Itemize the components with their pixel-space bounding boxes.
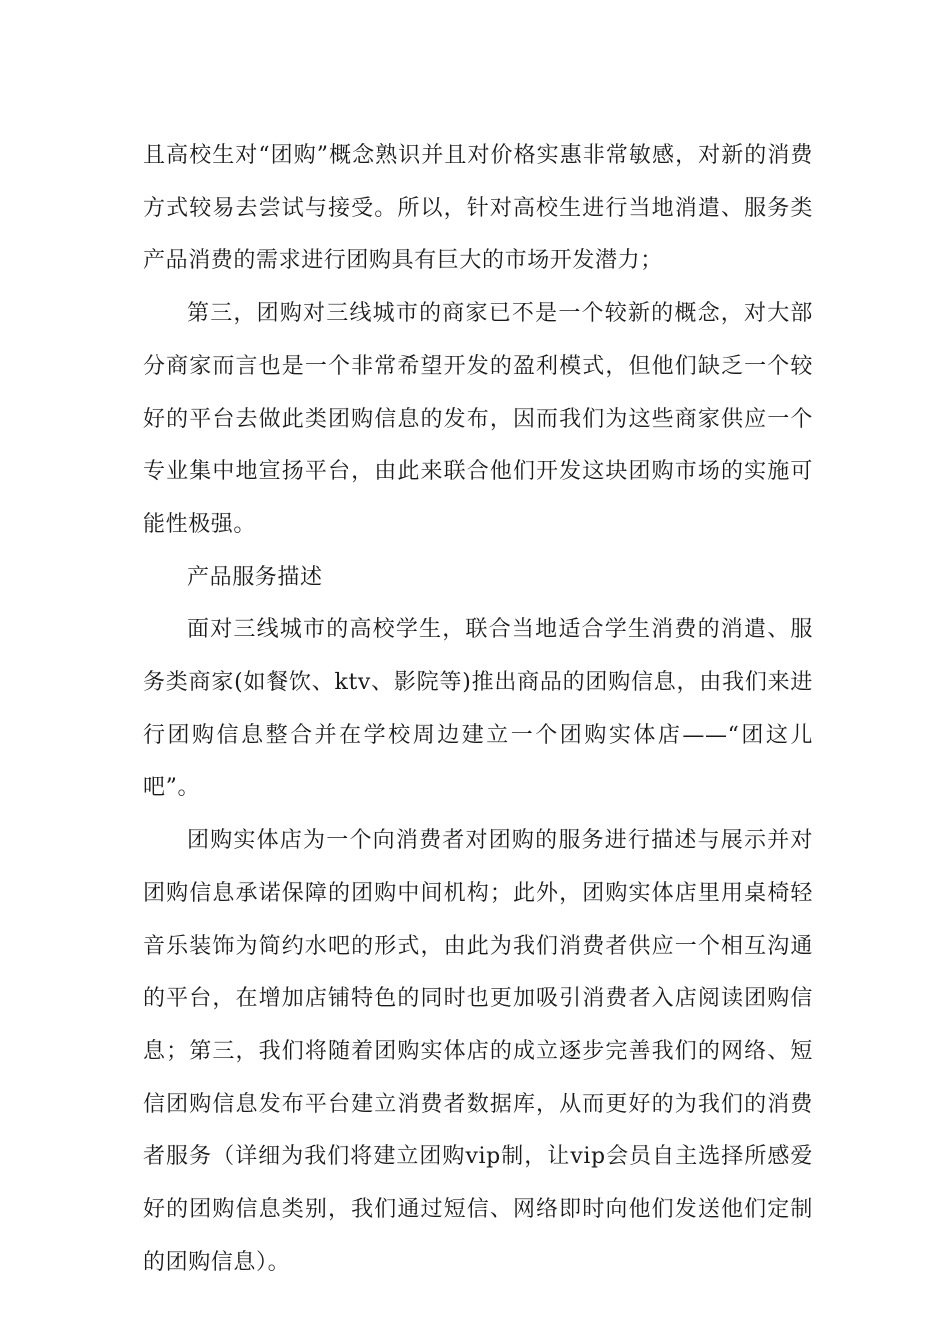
paragraph-continuation: 且高校生对“团购”概念熟识并且对价格实惠非常敏感，对新的消费方式较易去尝试与接受。所以，针对高校生进行当地消遣、服务类产品消费的需求进行团购具有巨大的市场开发潜力； bbox=[143, 143, 813, 274]
paragraph-store-description: 团购实体店为一个向消费者对团购的服务进行描述与展示并对团购信息承诺保障的团购中间机构；此外，团购实体店里用桌椅轻音乐装饰为简约水吧的形式，由此为我们消费者供应一个相互沟通的平台，在增加店铺特色的同时也更加吸引消费者入店阅读团购信息；第三，我们将随着团购实体店的成立逐步完善我们的网络、短信团购信息发布平台建立消费者数据库，从而更好的为我们的消费者服务（详细为我们将建立团购vip制，让vip会员自主选择所感爱好的团购信息类别，我们通过短信、网络即时向他们发送他们定制的团购信息）。 bbox=[143, 828, 813, 1275]
paragraph-service-intro: 面对三线城市的高校学生，联合当地适合学生消费的消遣、服务类商家(如餐饮、ktv、影院等)推出商品的团购信息，由我们来进行团购信息整合并在学校周边建立一个团购实体店——“团这儿吧”。 bbox=[143, 617, 813, 801]
paragraph-third-point: 第三，团购对三线城市的商家已不是一个较新的概念，对大部分商家而言也是一个非常希望开发的盈利模式，但他们缺乏一个较好的平台去做此类团购信息的发布，因而我们为这些商家供应一个专业集中地宣扬平台，由此来联合他们开发这块团购市场的实施可能性极强。 bbox=[143, 301, 813, 537]
document-page bbox=[143, 130, 813, 1289]
section-heading: 产品服务描述 bbox=[187, 564, 323, 590]
